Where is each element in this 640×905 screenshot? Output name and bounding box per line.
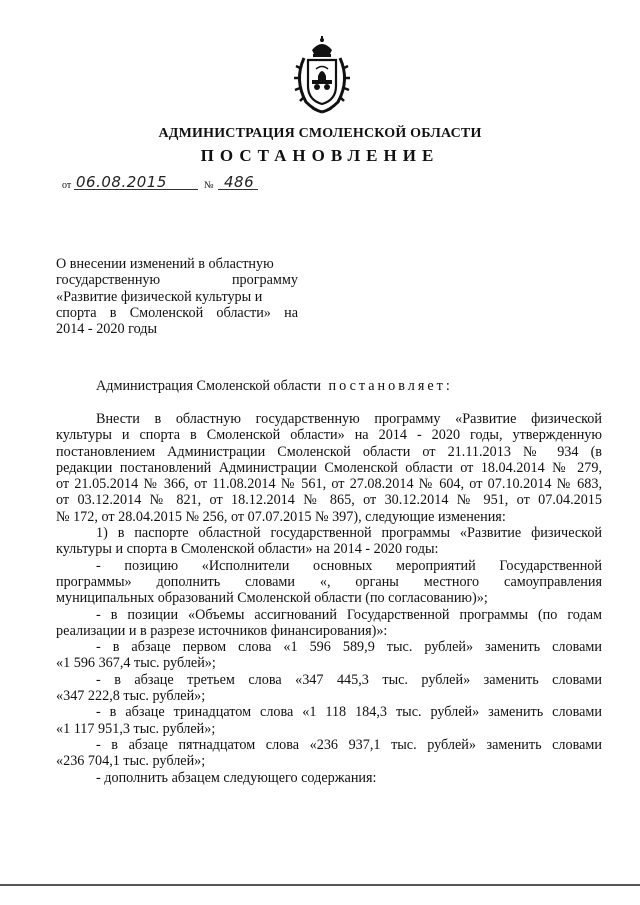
body-line: культуры и спорта в Смоленской области» на 2014 - 2020 годы, утвержденную <box>56 427 602 444</box>
document-type-title: ПОСТАНОВЛЕНИЕ <box>200 146 440 165</box>
body-line: - в абзаце пятнадцатом слова «236 937,1 тыс. рублей» заменить словами <box>96 736 602 753</box>
preamble-action: постановляет: <box>328 378 453 394</box>
date-number-line <box>62 174 322 192</box>
preamble <box>96 378 596 394</box>
page-bottom-rule <box>0 884 640 886</box>
body-line: - в абзаце первом слова «1 596 589,9 тыс. рублей» заменить словами <box>96 639 602 656</box>
body-line: от 03.12.2014 № 821, от 18.12.2014 № 865, от 30.12.2014 № 951, от 07.04.2015 <box>56 492 602 509</box>
body-line: реализации и в разрезе источников финансирования)»: <box>56 622 388 639</box>
date-prefix: от <box>62 180 72 191</box>
body-line: от 21.05.2014 № 366, от 11.08.2014 № 561, от 27.08.2014 № 604, от 07.10.2014 № 683, <box>56 476 602 493</box>
body-line: - дополнить абзацем следующего содержания: <box>96 769 377 786</box>
body-line: 1) в паспорте областной государственной программы «Развитие физической <box>96 525 602 542</box>
body-text <box>56 411 602 786</box>
body-line: Внести в областную государственную программу «Развитие физической <box>96 411 602 427</box>
number-value-handwritten: 486 <box>224 173 255 191</box>
subject-line: спорта в Смоленской области» на <box>56 304 298 321</box>
body-line: «236 704,1 тыс. рублей»; <box>56 753 206 770</box>
subject-line: государственную программу <box>56 272 298 289</box>
body-line: «1 596 367,4 тыс. рублей»; <box>56 655 216 672</box>
body-line: - в абзаце третьем слова «347 445,3 тыс. рублей» заменить словами <box>96 671 602 688</box>
body-line: - в абзаце тринадцатом слова «1 118 184,3 тыс. рублей» заменить словами <box>96 704 602 721</box>
date-value-handwritten: 06.08.2015 <box>76 173 167 191</box>
body-line: «1 117 951,3 тыс. рублей»; <box>56 720 216 737</box>
preamble-text: Администрация Смоленской области <box>96 378 321 394</box>
number-prefix: № <box>204 180 214 191</box>
body-line: «347 222,8 тыс. рублей»; <box>56 688 206 705</box>
body-line: - позицию «Исполнители основных мероприятий Государственной <box>96 557 602 574</box>
body-line: № 172, от 28.04.2015 № 256, от 07.07.2015 № 397), следующие изменения: <box>56 508 506 525</box>
coat-of-arms-emblem <box>290 36 354 116</box>
organization-name: АДМИНИСТРАЦИЯ СМОЛЕНСКОЙ ОБЛАСТИ <box>158 126 482 141</box>
subject-line: «Развитие физической культуры и <box>56 288 263 305</box>
body-line: редакции постановлений Администрации Смоленской области от 18.04.2014 № 279, <box>56 459 602 476</box>
body-line: постановлением Администрации Смоленской области от 21.11.2013 № 934 (в <box>56 443 602 460</box>
body-line: культуры и спорта в Смоленской области» на 2014 - 2020 годы: <box>56 541 439 558</box>
body-line: муниципальных образований Смоленской области (по согласованию)»; <box>56 590 488 607</box>
subject-line: О внесении изменений в областную <box>56 256 274 272</box>
document-subject <box>56 256 298 337</box>
body-line: - в позиции «Объемы ассигнований Государственной программы (по годам <box>96 606 602 623</box>
subject-line: 2014 - 2020 годы <box>56 321 158 338</box>
body-line: программы» дополнить словами «, органы местного самоуправления <box>56 573 602 590</box>
